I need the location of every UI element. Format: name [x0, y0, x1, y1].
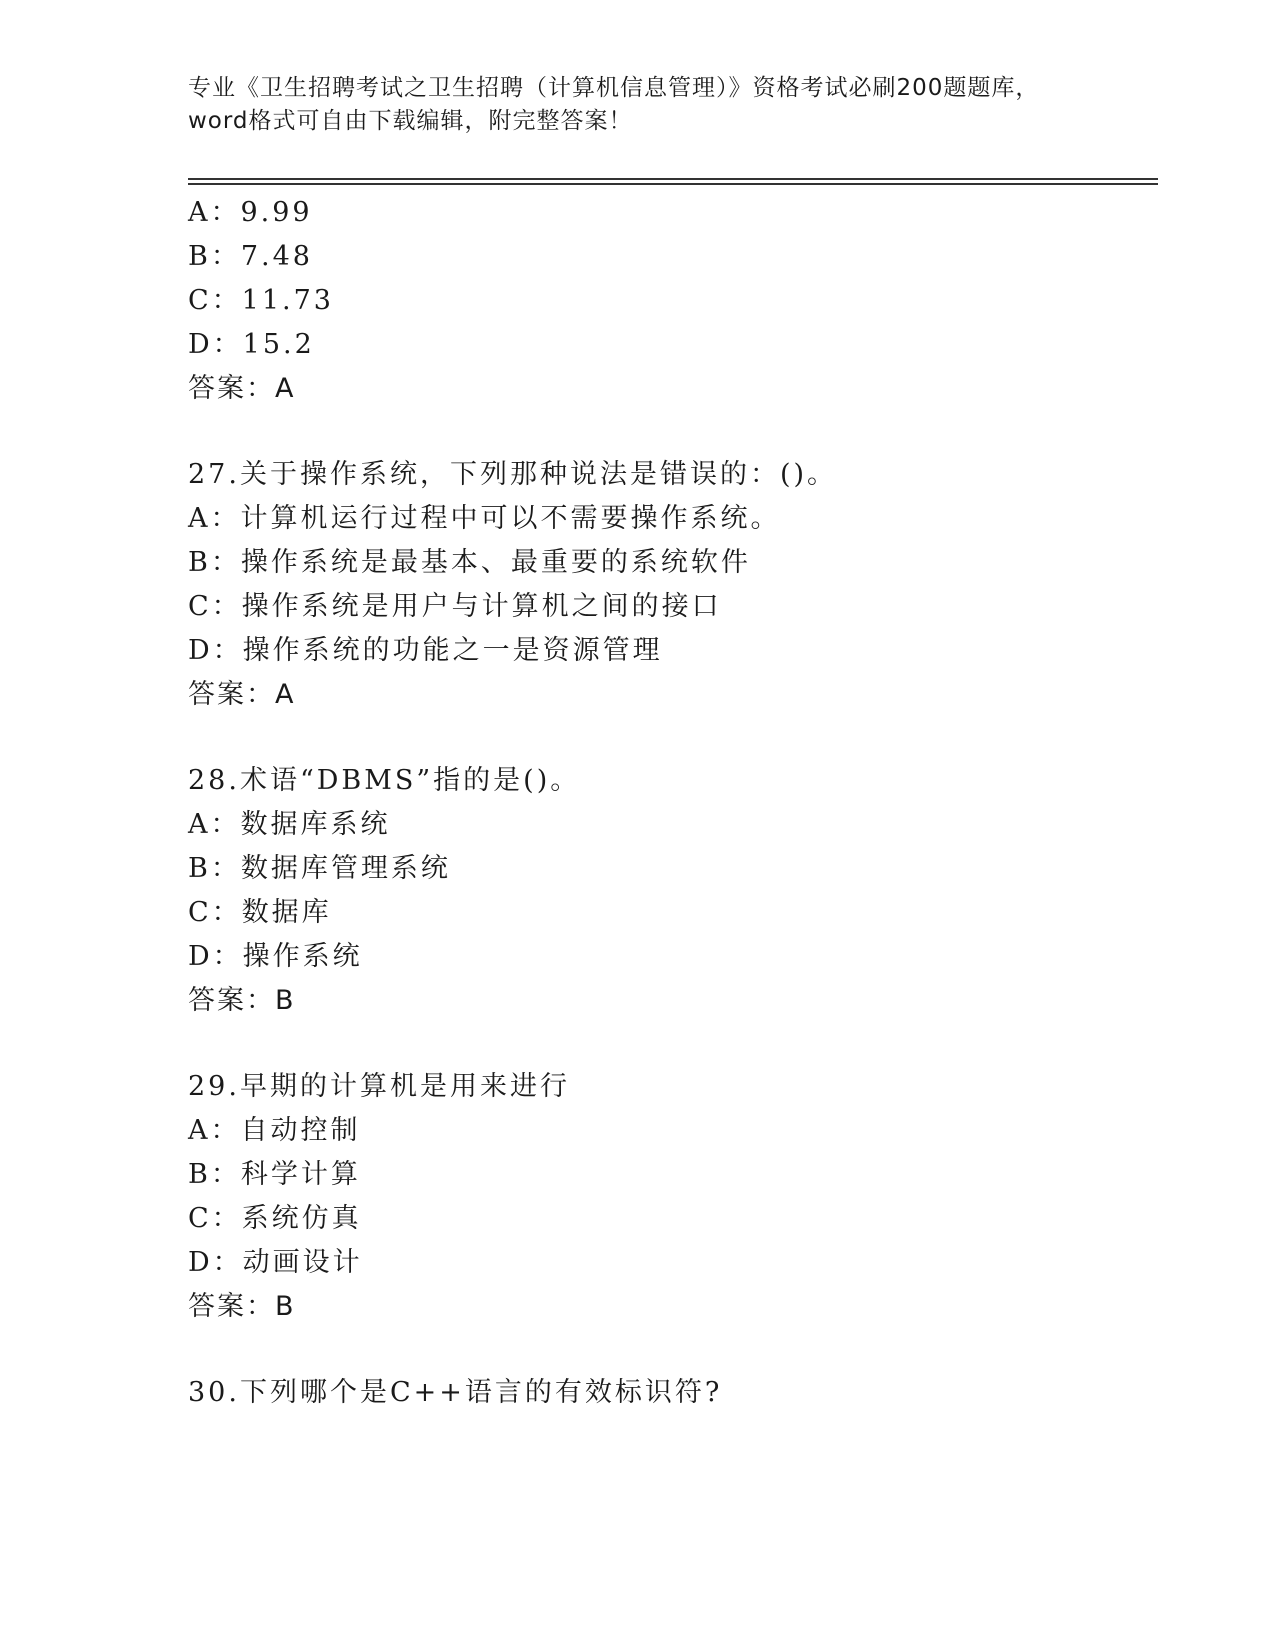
header-line-2: word格式可自由下载编辑，附完整答案！: [188, 108, 633, 134]
option-b: B：7.48: [188, 241, 313, 272]
answer: 答案：B: [188, 1291, 296, 1322]
option-c: C：11.73: [188, 285, 334, 316]
header-divider: [188, 178, 1158, 180]
option-a: A：计算机运行过程中可以不需要操作系统。: [188, 503, 781, 534]
option-b: B：数据库管理系统: [188, 853, 451, 884]
option-d: D：15.2: [188, 329, 315, 360]
header-line-1: 专业《卫生招聘考试之卫生招聘（计算机信息管理）》资格考试必刷200题题库，: [188, 75, 1040, 101]
question-stem: 28.术语“DBMS”指的是()。: [188, 765, 581, 796]
option-d: D：操作系统的功能之一是资源管理: [188, 635, 663, 666]
question-stem: 27.关于操作系统，下列那种说法是错误的：()。: [188, 459, 838, 490]
answer: 答案：B: [188, 985, 296, 1016]
option-c: C：操作系统是用户与计算机之间的接口: [188, 591, 722, 622]
option-b: B：科学计算: [188, 1159, 361, 1190]
option-a: A：数据库系统: [188, 809, 391, 840]
option-c: C：系统仿真: [188, 1203, 362, 1234]
header-divider-second: [188, 183, 1158, 185]
answer: 答案：A: [188, 679, 296, 710]
question-stem: 30.下列哪个是C++语言的有效标识符?: [188, 1377, 723, 1408]
option-d: D：操作系统: [188, 941, 363, 972]
option-d: D：动画设计: [188, 1247, 363, 1278]
option-a: A：9.99: [188, 197, 313, 228]
document-header: [188, 72, 1108, 138]
option-c: C：数据库: [188, 897, 332, 928]
question-stem: 29.早期的计算机是用来进行: [188, 1071, 570, 1102]
option-b: B：操作系统是最基本、最重要的系统软件: [188, 547, 751, 578]
option-a: A：自动控制: [188, 1115, 361, 1146]
answer: 答案：A: [188, 373, 296, 404]
